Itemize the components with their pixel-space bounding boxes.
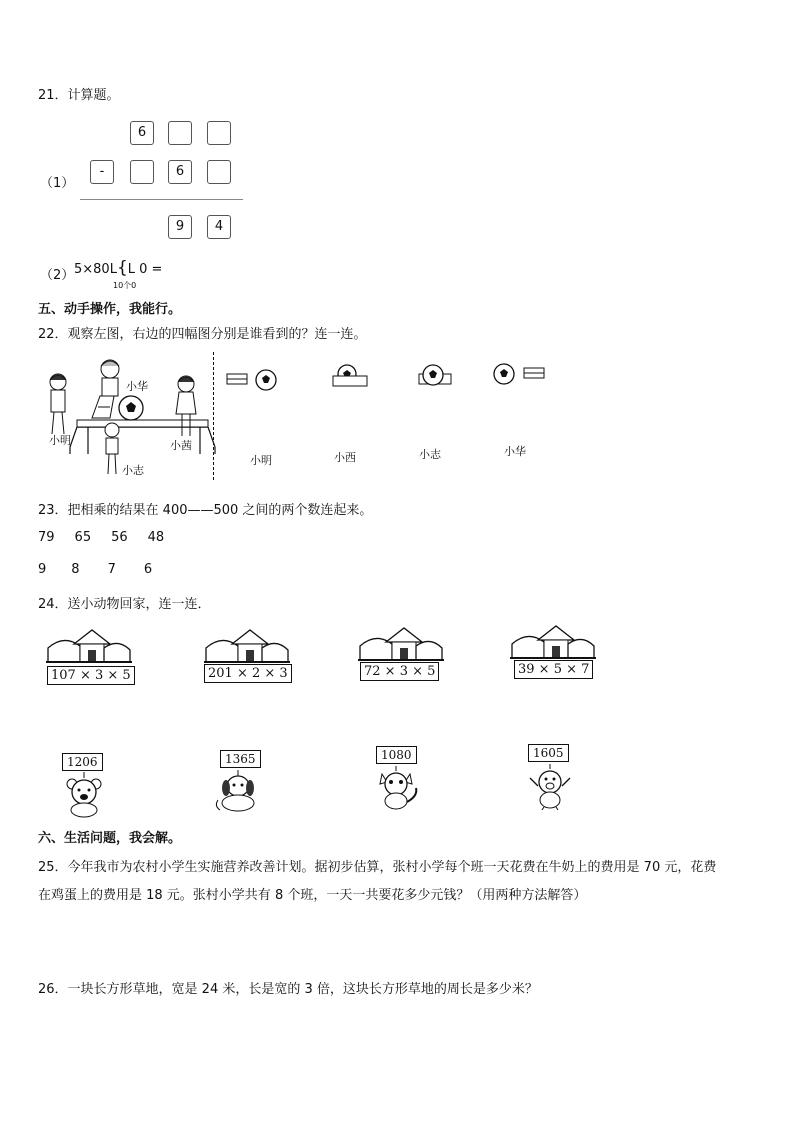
number: 7 (107, 562, 116, 577)
digit-box (168, 121, 192, 145)
house-expression: 72 × 3 × 5 (360, 662, 439, 681)
q21-part2-label: （2） (40, 268, 75, 283)
minus-sign-box: - (90, 160, 114, 184)
brace: { (116, 258, 128, 278)
section-five-heading: 五、动手操作，我能行。 (38, 302, 182, 317)
animal-sign: 1605 (528, 744, 569, 762)
house-icon (44, 626, 134, 664)
house-expression: 39 × 5 × 7 (514, 660, 593, 679)
scene-label-xiaoming: 小明 (49, 434, 71, 447)
number: 8 (71, 562, 80, 577)
number: 56 (111, 530, 128, 545)
digit-box: 9 (168, 215, 192, 239)
scene-label-xiaoqian: 小茜 (170, 439, 192, 452)
expr-head: 5×80L (74, 262, 117, 277)
number: 65 (74, 530, 92, 545)
number: 9 (38, 562, 47, 577)
digit-box (130, 160, 154, 184)
subtraction-line (80, 199, 243, 200)
animal-sign: 1365 (220, 750, 261, 768)
section-six-heading: 六、生活问题，我会解。 (38, 831, 182, 846)
q21-part2-expr (74, 258, 162, 278)
q21-part1-label: （1） (40, 176, 75, 191)
house-icon (356, 624, 446, 662)
view-box-below-ball (330, 364, 376, 390)
house-icon (508, 622, 598, 660)
view-ball-left-box-right (492, 362, 552, 388)
animal-sign: 1206 (62, 753, 103, 771)
view-ball-over-box (416, 362, 456, 390)
q26-text: 26．一块长方形草地，宽是 24 米，长是宽的 3 倍，这块长方形草地的周长是多少米？ (38, 982, 538, 997)
dog-icon (212, 770, 264, 814)
option-label-2: 小西 (334, 451, 356, 464)
q25-line1: 25．今年我市为农村小学生实施营养改善计划。据初步估算，张村小学每个班一天花费在牛奶上的费用是 70 元，花费 (38, 860, 717, 875)
q24-title: 24．送小动物回家，连一连． (38, 597, 211, 612)
digit-box: 4 (207, 215, 231, 239)
option-label-3: 小志 (419, 448, 441, 461)
pig-icon (524, 764, 576, 810)
option-label-1: 小明 (250, 454, 272, 467)
number: 48 (147, 530, 165, 545)
digit-box (207, 121, 231, 145)
q22-title: 22．观察左图，右边的四幅图分别是谁看到的？连一连。 (38, 327, 367, 342)
scene-label-xiaohua: 小华 (126, 380, 148, 393)
option-label-4: 小华 (504, 445, 526, 458)
cat-icon (370, 766, 422, 810)
expr-tail: L 0 = (127, 262, 163, 277)
house-expression: 107 × 3 × 5 (47, 666, 135, 685)
q25-line2: 在鸡蛋上的费用是 18 元。张村小学共有 8 个班，一天一共要花多少元钱？（用两种方法解答） (38, 888, 587, 903)
bear-icon (62, 772, 108, 818)
digit-box: 6 (130, 121, 154, 145)
scene-label-xiaozhi: 小志 (122, 464, 144, 477)
digit-box (207, 160, 231, 184)
divider (213, 352, 214, 480)
q21-part2-sub: 10个0 (113, 281, 137, 290)
q23-row1 (38, 530, 184, 545)
q23-row2 (38, 562, 172, 577)
number: 79 (38, 530, 55, 545)
q23-title: 23．把相乘的结果在 400——500 之间的两个数连起来。 (38, 503, 373, 518)
house-expression: 201 × 2 × 3 (204, 664, 292, 683)
q21-title: 21．计算题。 (38, 88, 120, 103)
digit-box: 6 (168, 160, 192, 184)
view-box-left-ball-right (226, 368, 286, 394)
animal-sign: 1080 (376, 746, 417, 764)
house-icon (202, 626, 292, 664)
number: 6 (143, 562, 153, 577)
